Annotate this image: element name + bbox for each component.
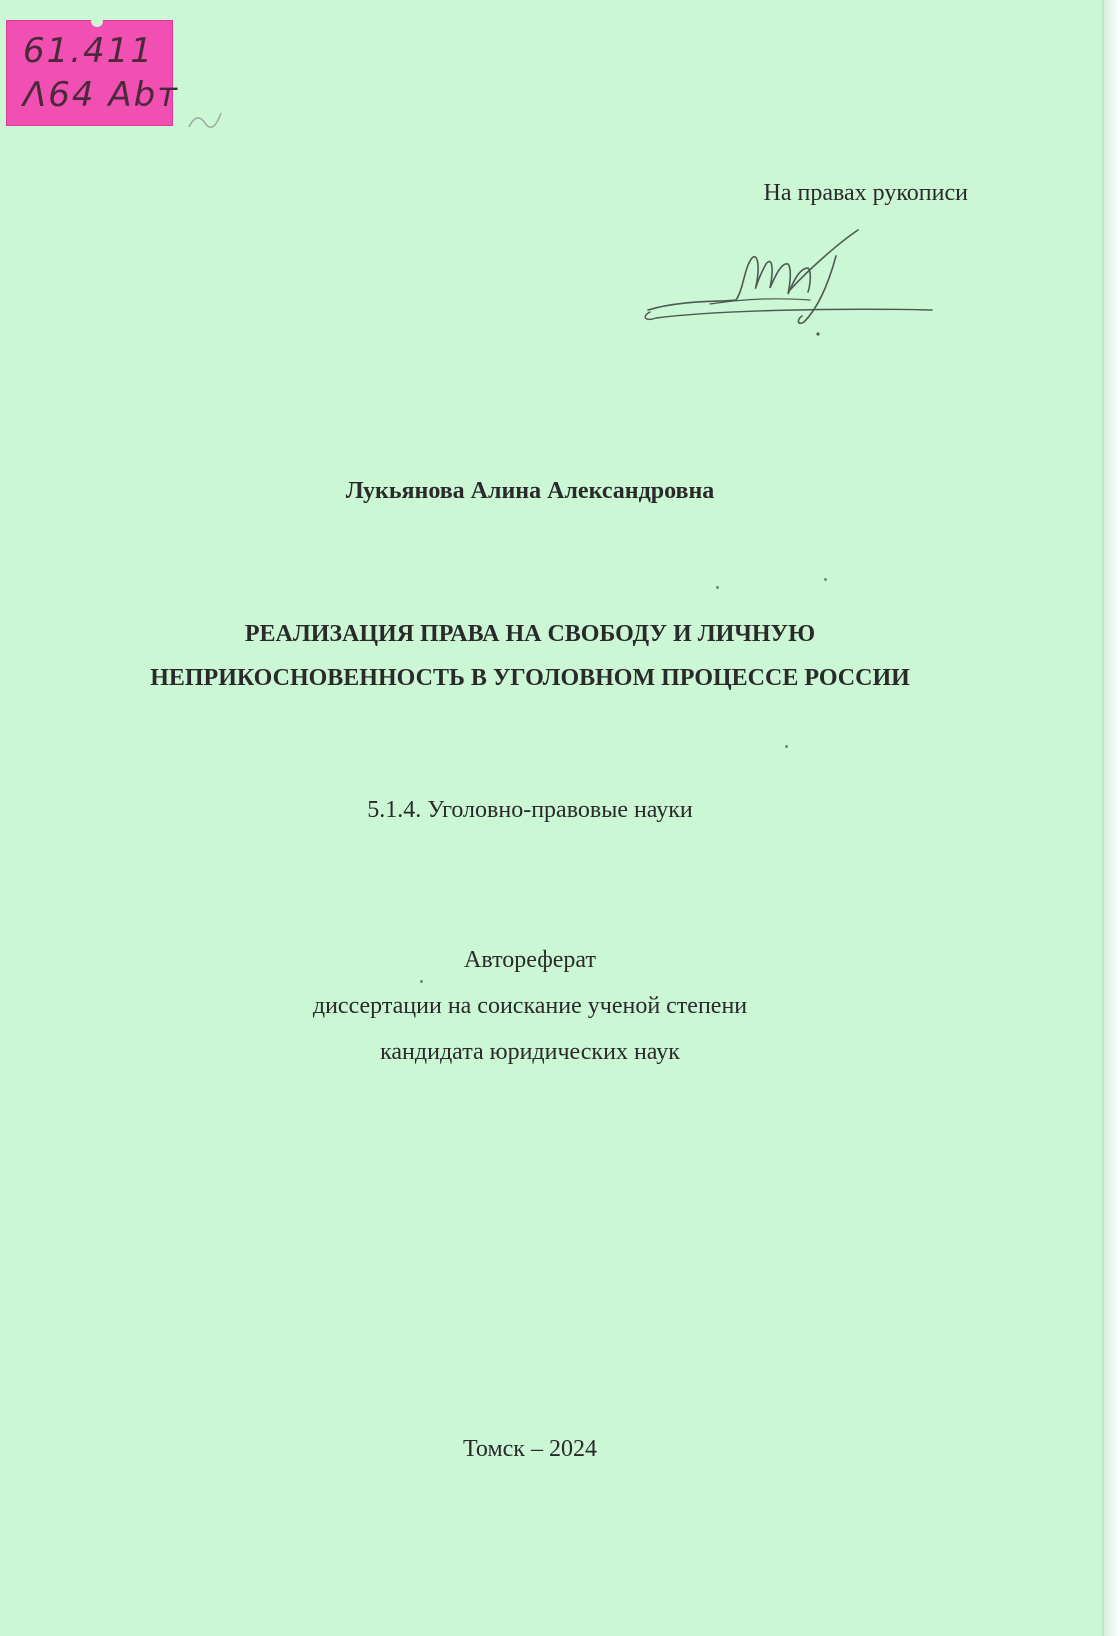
title-line-1: РЕАЛИЗАЦИЯ ПРАВА НА СВОБОДУ И ЛИЧНУЮ [244,621,816,647]
sheet-edge [1104,0,1120,1636]
scan-speck [420,980,423,983]
doctype-line-2: диссертации на соискание ученой степени [312,993,748,1019]
scan-speck [785,745,788,748]
sticker-shelfmark: Λ64 Abт [23,75,179,115]
doctype-line-3: кандидата юридических наук [380,1039,680,1065]
pencil-mark [185,105,225,135]
doctype-line-1: Автореферат [464,947,596,973]
library-sticker [6,20,179,126]
scan-speck [716,586,719,589]
author-signature [640,228,970,348]
author-name: Лукьянова Алина Александровна [345,478,715,504]
title-line-2: НЕПРИКОСНОВЕННОСТЬ В УГОЛОВНОМ ПРОЦЕССЕ РОССИИ [150,665,910,691]
city-year: Томск – 2024 [463,1436,597,1462]
specialty-code: 5.1.4. Уголовно-правовые науки [367,797,693,823]
scan-speck [824,578,827,581]
rights-note: На правах рукописи [763,180,968,206]
sticker-code: 61.411 [23,31,154,71]
dissertation-title [0,612,1060,700]
sticker-notch [91,15,103,27]
document-type [0,937,1060,1075]
